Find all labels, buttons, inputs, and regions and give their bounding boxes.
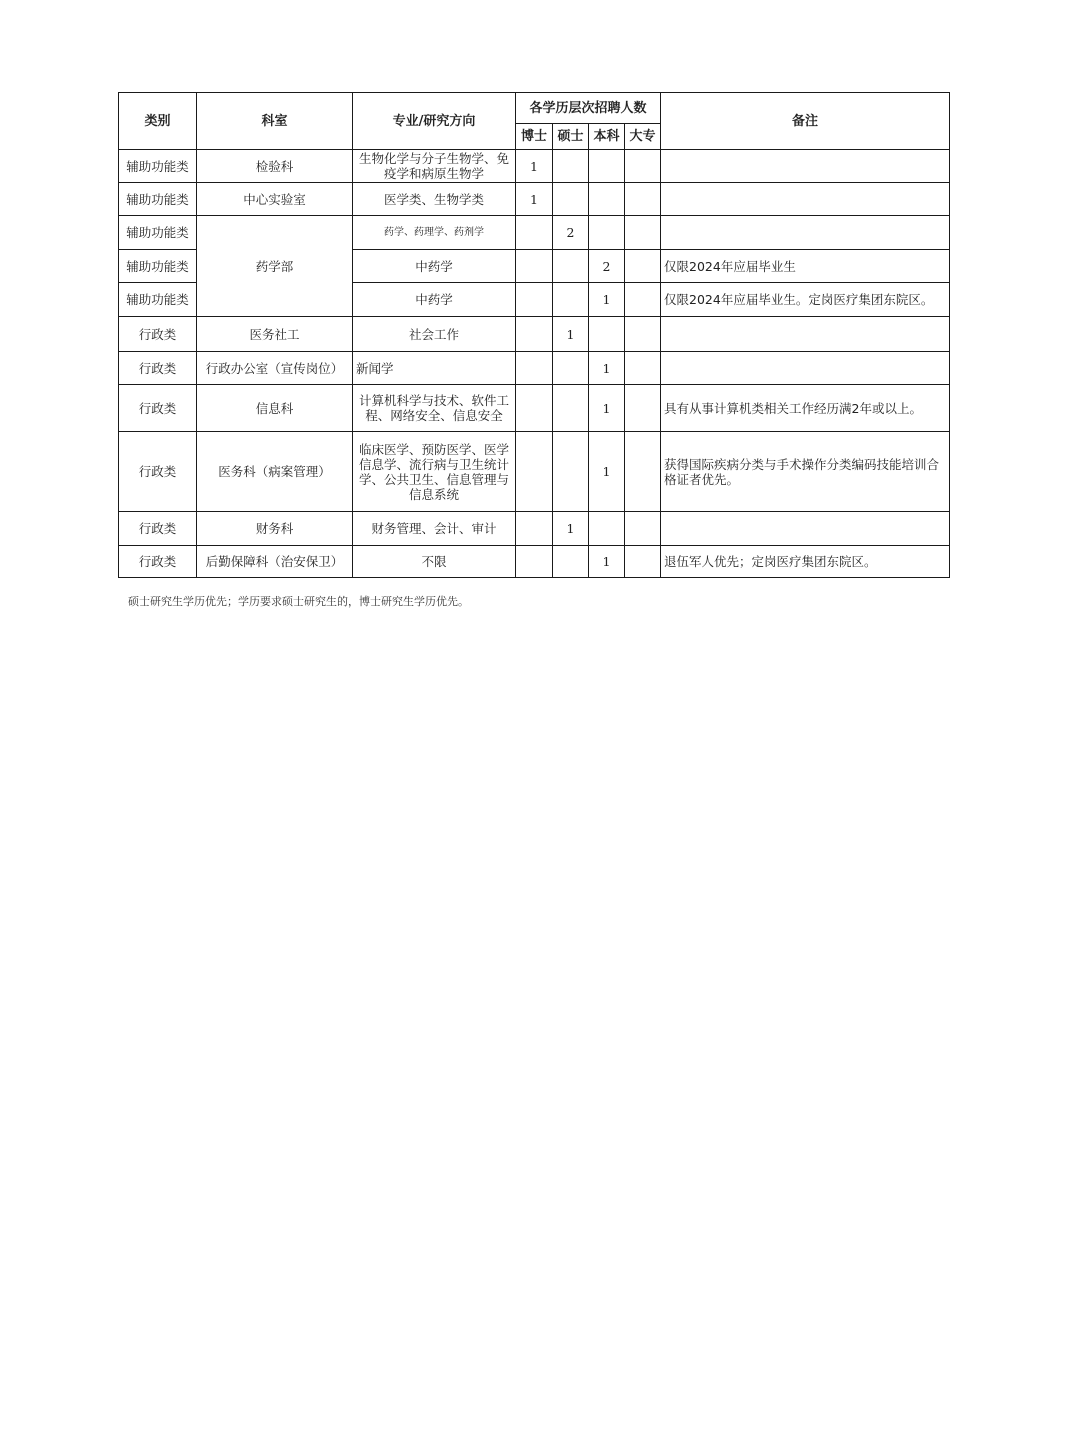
cell-phd	[516, 512, 553, 546]
cell-department: 中心实验室	[197, 183, 353, 216]
cell-master: 1	[553, 317, 589, 352]
header-college: 大专	[625, 124, 661, 150]
cell-phd: 1	[516, 150, 553, 183]
cell-category: 辅助功能类	[119, 216, 197, 250]
header-master: 硕士	[553, 124, 589, 150]
cell-college	[625, 546, 661, 578]
cell-department: 信息科	[197, 385, 353, 432]
cell-master	[553, 546, 589, 578]
cell-major: 中药学	[353, 283, 516, 317]
cell-remarks	[661, 317, 950, 352]
cell-phd	[516, 385, 553, 432]
cell-phd	[516, 216, 553, 250]
cell-category: 行政类	[119, 432, 197, 512]
header-bachelor: 本科	[589, 124, 625, 150]
cell-bachelor	[589, 216, 625, 250]
cell-college	[625, 385, 661, 432]
cell-major: 财务管理、会计、审计	[353, 512, 516, 546]
cell-category: 辅助功能类	[119, 283, 197, 317]
header-category: 类别	[119, 93, 197, 150]
table-row	[119, 183, 950, 216]
cell-department: 医务科（病案管理）	[197, 432, 353, 512]
cell-remarks	[661, 216, 950, 250]
cell-master	[553, 150, 589, 183]
cell-phd	[516, 432, 553, 512]
cell-category: 行政类	[119, 512, 197, 546]
cell-master: 2	[553, 216, 589, 250]
cell-remarks	[661, 183, 950, 216]
cell-phd	[516, 352, 553, 385]
cell-phd	[516, 250, 553, 283]
cell-remarks	[661, 512, 950, 546]
cell-bachelor: 2	[589, 250, 625, 283]
cell-major: 药学、药理学、药剂学	[353, 216, 516, 250]
table-row	[119, 317, 950, 352]
cell-bachelor: 1	[589, 432, 625, 512]
table-row	[119, 546, 950, 578]
cell-bachelor: 1	[589, 385, 625, 432]
cell-phd	[516, 283, 553, 317]
header-counts-group: 各学历层次招聘人数	[516, 93, 661, 124]
table-row	[119, 216, 950, 250]
cell-college	[625, 432, 661, 512]
cell-college	[625, 183, 661, 216]
cell-major: 计算机科学与技术、软件工程、网络安全、信息安全	[353, 385, 516, 432]
cell-master	[553, 432, 589, 512]
cell-department: 后勤保障科（治安保卫）	[197, 546, 353, 578]
cell-master	[553, 183, 589, 216]
cell-category: 辅助功能类	[119, 250, 197, 283]
cell-phd: 1	[516, 183, 553, 216]
cell-phd	[516, 317, 553, 352]
cell-master	[553, 352, 589, 385]
cell-remarks	[661, 352, 950, 385]
cell-department: 药学部	[197, 216, 353, 317]
header-phd: 博士	[516, 124, 553, 150]
table-row	[119, 150, 950, 183]
cell-master: 1	[553, 512, 589, 546]
cell-bachelor: 1	[589, 546, 625, 578]
table-row	[119, 352, 950, 385]
cell-bachelor: 1	[589, 352, 625, 385]
header-remarks: 备注	[661, 93, 950, 150]
cell-department: 行政办公室（宣传岗位）	[197, 352, 353, 385]
cell-category: 行政类	[119, 385, 197, 432]
cell-department: 医务社工	[197, 317, 353, 352]
recruitment-table	[118, 92, 950, 578]
cell-remarks: 仅限2024年应届毕业生	[661, 250, 950, 283]
cell-master	[553, 250, 589, 283]
cell-major: 社会工作	[353, 317, 516, 352]
table-row	[119, 512, 950, 546]
cell-remarks: 获得国际疾病分类与手术操作分类编码技能培训合格证者优先。	[661, 432, 950, 512]
cell-remarks: 仅限2024年应届毕业生。定岗医疗集团东院区。	[661, 283, 950, 317]
cell-remarks: 退伍军人优先；定岗医疗集团东院区。	[661, 546, 950, 578]
cell-major: 医学类、生物学类	[353, 183, 516, 216]
header-major: 专业/研究方向	[353, 93, 516, 150]
cell-bachelor	[589, 317, 625, 352]
cell-master	[553, 385, 589, 432]
cell-college	[625, 216, 661, 250]
cell-major: 生物化学与分子生物学、免疫学和病原生物学	[353, 150, 516, 183]
cell-department: 财务科	[197, 512, 353, 546]
cell-remarks	[661, 150, 950, 183]
cell-department: 检验科	[197, 150, 353, 183]
cell-category: 行政类	[119, 352, 197, 385]
cell-college	[625, 352, 661, 385]
cell-category: 辅助功能类	[119, 150, 197, 183]
header-department: 科室	[197, 93, 353, 150]
cell-major: 新闻学	[353, 352, 516, 385]
cell-major: 不限	[353, 546, 516, 578]
cell-major: 临床医学、预防医学、医学信息学、流行病与卫生统计学、公共卫生、信息管理与信息系统	[353, 432, 516, 512]
footnote: 硕士研究生学历优先；学历要求硕士研究生的，博士研究生学历优先。	[128, 595, 469, 608]
table-row	[119, 385, 950, 432]
cell-phd	[516, 546, 553, 578]
cell-major: 中药学	[353, 250, 516, 283]
cell-bachelor	[589, 512, 625, 546]
cell-bachelor	[589, 150, 625, 183]
table-row	[119, 432, 950, 512]
cell-college	[625, 150, 661, 183]
cell-remarks: 具有从事计算机类相关工作经历满2年或以上。	[661, 385, 950, 432]
cell-college	[625, 283, 661, 317]
cell-college	[625, 250, 661, 283]
cell-college	[625, 512, 661, 546]
cell-master	[553, 283, 589, 317]
cell-category: 辅助功能类	[119, 183, 197, 216]
cell-category: 行政类	[119, 317, 197, 352]
cell-category: 行政类	[119, 546, 197, 578]
cell-bachelor: 1	[589, 283, 625, 317]
cell-bachelor	[589, 183, 625, 216]
cell-college	[625, 317, 661, 352]
